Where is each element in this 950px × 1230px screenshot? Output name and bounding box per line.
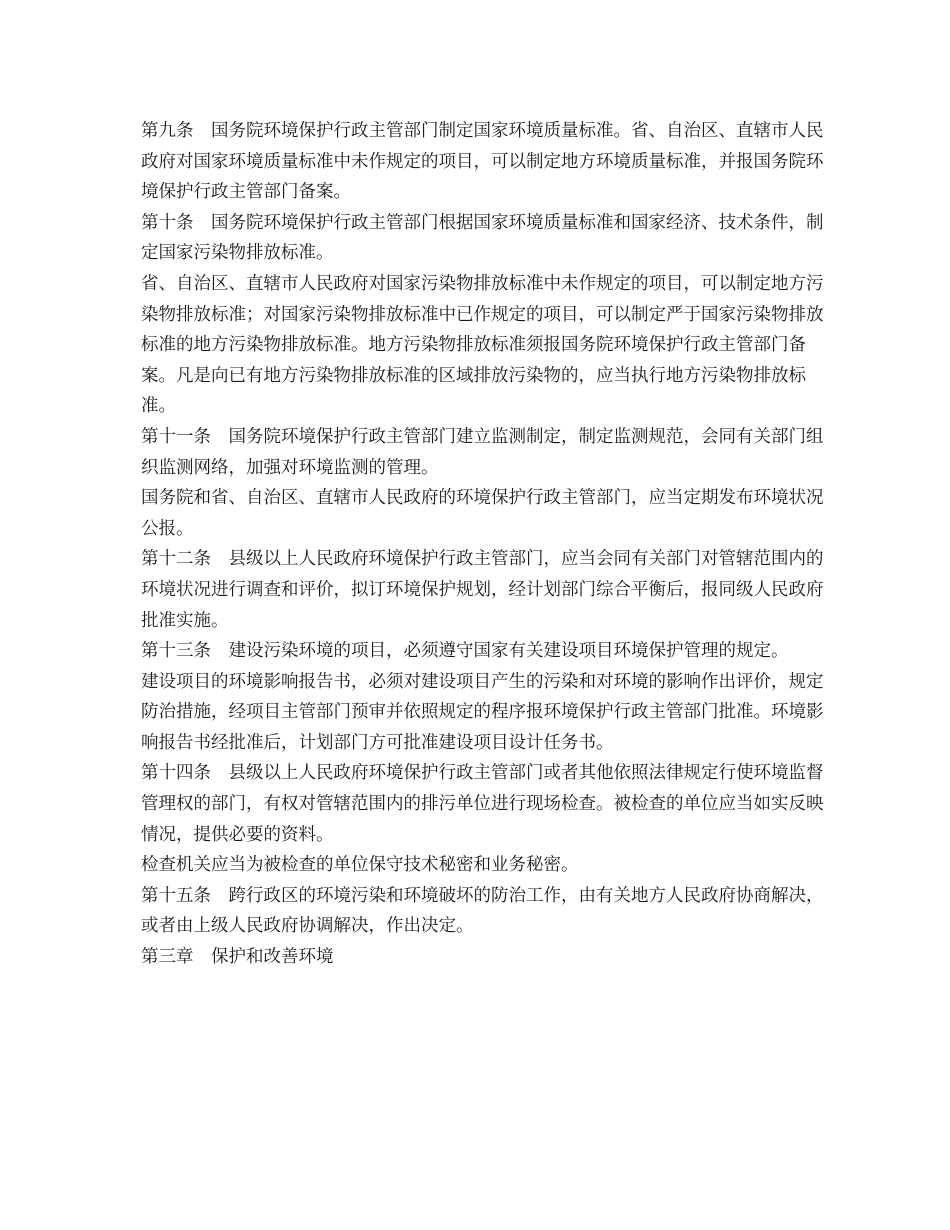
document-body [141, 116, 826, 973]
article-14-paragraph: 第十四条 县级以上人民政府环境保护行政主管部门或者其他依照法律规定行使环境监督管理权的部门，有权对管辖范围内的排污单位进行现场检查。被检查的单位应当如实反映情况，提供必要的资料。 [141, 763, 824, 845]
article-10-local-standards-paragraph: 省、自治区、直辖市人民政府对国家污染物排放标准中未作规定的项目，可以制定地方污染物排放标准；对国家污染物排放标准中已作规定的项目，可以制定严于国家污染物排放标准的地方污染物排放标准。地方污染物排放标准须报国务院环境保护行政主管部门备案。凡是向已有地方污染物排放标准的区域排放污染物的，应当执行地方污染物排放标准。 [141, 273, 824, 417]
article-12-paragraph: 第十二条 县级以上人民政府环境保护行政主管部门，应当会同有关部门对管辖范围内的环境状况进行调查和评价，拟订环境保护规划，经计划部门综合平衡后，报同级人民政府批准实施。 [141, 549, 824, 631]
article-14-confidentiality-paragraph: 检查机关应当为被检查的单位保守技术秘密和业务秘密。 [141, 855, 579, 876]
article-10-paragraph: 第十条 国务院环境保护行政主管部门根据国家环境质量标准和国家经济、技术条件，制定国家污染物排放标准。 [141, 212, 824, 264]
article-11-paragraph: 第十一条 国务院环境保护行政主管部门建立监测制定，制定监测规范，会同有关部门组织监测网络，加强对环境监测的管理。 [141, 426, 824, 478]
article-11-bulletin-paragraph: 国务院和省、自治区、直辖市人民政府的环境保护行政主管部门，应当定期发布环境状况公报。 [141, 488, 824, 539]
chapter-3-heading: 第三章 保护和改善环境 [141, 947, 334, 968]
article-13-paragraph: 第十三条 建设污染环境的项目，必须遵守国家有关建设项目环境保护管理的规定。 [141, 641, 789, 662]
article-9-paragraph: 第九条 国务院环境保护行政主管部门制定国家环境质量标准。省、自治区、直辖市人民政府对国家环境质量标准中未作规定的项目，可以制定地方环境质量标准，并报国务院环境保护行政主管部门备案。 [141, 121, 824, 203]
article-15-paragraph: 第十五条 跨行政区的环境污染和环境破坏的防治工作，由有关地方人民政府协商解决，或者由上级人民政府协调解决，作出决定。 [141, 885, 824, 937]
article-13-report-paragraph: 建设项目的环境影响报告书，必须对建设项目产生的污染和对环境的影响作出评价，规定防治措施，经项目主管部门预审并依照规定的程序报环境保护行政主管部门批准。环境影响报告书经批准后，计划部门方可批准建设项目设计任务书。 [141, 671, 824, 753]
